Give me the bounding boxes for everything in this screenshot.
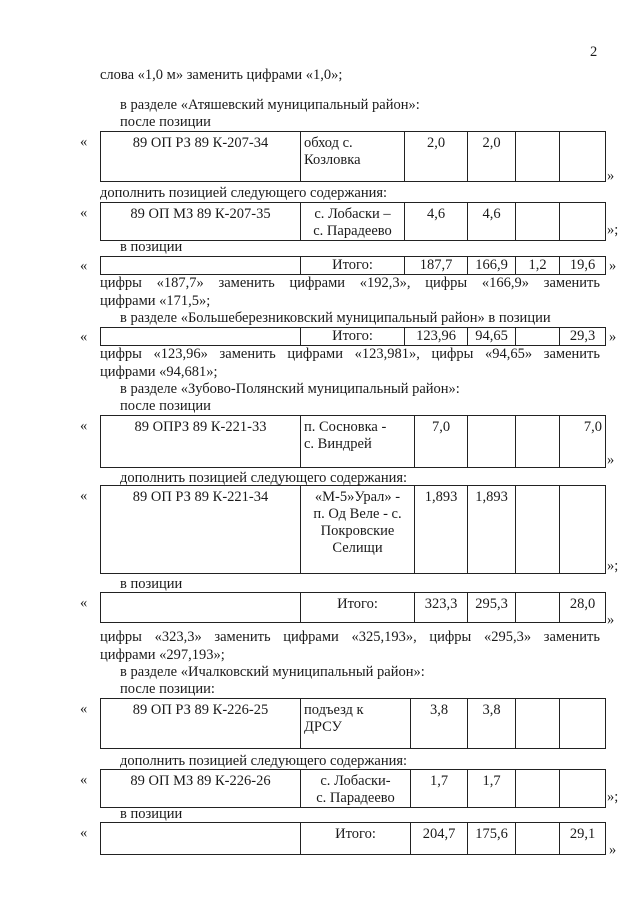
totals-table	[100, 327, 606, 346]
road-code: 89 ОПРЗ 89 К-221-33	[101, 416, 301, 468]
quote-close: »	[609, 842, 617, 858]
road-code: 89 ОП МЗ 89 К-207-35	[101, 203, 301, 241]
value-cell: 29,3	[560, 328, 606, 346]
value-cell: 204,7	[411, 823, 468, 855]
empty-cell	[101, 328, 301, 346]
text-line: дополнить позицией следующего содержания:	[120, 753, 408, 769]
value-cell	[516, 328, 560, 346]
position-table	[100, 698, 606, 749]
totals-table	[100, 822, 606, 855]
quote-open: «	[80, 701, 88, 717]
value-cell	[516, 203, 560, 241]
total-label: Итого:	[301, 593, 415, 623]
value-cell: 19,6	[560, 257, 606, 275]
value-cell	[560, 486, 606, 574]
value-cell: 7,0	[415, 416, 468, 468]
value-cell: 4,6	[405, 203, 468, 241]
section-heading: в разделе «Большеберезниковский муниципальный район» в позиции	[120, 310, 551, 326]
value-cell: 1,893	[415, 486, 468, 574]
value-cell: 1,2	[516, 257, 560, 275]
value-cell	[560, 203, 606, 241]
quote-close: »	[607, 168, 615, 184]
road-code: 89 ОП МЗ 89 К-226-26	[101, 770, 301, 808]
totals-table	[100, 592, 606, 623]
quote-close: »	[607, 612, 615, 628]
text-line: цифры «187,7» заменить цифрами «192,3», цифры «166,9» заменить	[100, 275, 600, 291]
position-table	[100, 485, 606, 574]
value-cell	[560, 132, 606, 182]
section-heading: в разделе «Ичалковский муниципальный район»:	[120, 664, 425, 680]
position-table	[100, 131, 606, 182]
value-cell: 2,0	[468, 132, 516, 182]
page-number: 2	[590, 44, 598, 60]
road-name: п. Сосновка - с. Виндрей	[301, 416, 415, 468]
value-cell	[468, 416, 516, 468]
text-line: цифры «123,96» заменить цифрами «123,981», цифры «94,65» заменить	[100, 346, 600, 362]
text-line: цифрами «297,193»;	[100, 647, 225, 663]
value-cell: 2,0	[405, 132, 468, 182]
value-cell: 187,7	[405, 257, 468, 275]
road-name: «М-5»Урал» - п. Од Веле - с. Покровские Селищи	[301, 486, 415, 574]
quote-close: »;	[607, 558, 619, 574]
road-code: 89 ОП РЗ 89 К-221-34	[101, 486, 301, 574]
empty-cell	[101, 593, 301, 623]
text-line: в позиции	[120, 806, 183, 822]
value-cell: 175,6	[468, 823, 516, 855]
total-label: Итого:	[301, 328, 405, 346]
text-line: в позиции	[120, 576, 183, 592]
value-cell: 4,6	[468, 203, 516, 241]
quote-close: »;	[607, 222, 619, 238]
empty-cell	[101, 257, 301, 275]
text-line: в позиции	[120, 239, 183, 255]
quote-open: «	[80, 134, 88, 150]
totals-table	[100, 256, 606, 275]
quote-open: «	[80, 205, 88, 221]
section-heading: в разделе «Атяшевский муниципальный район»:	[120, 97, 420, 113]
value-cell: 7,0	[560, 416, 606, 468]
quote-close: »	[607, 452, 615, 468]
text-line: дополнить позицией следующего содержания:	[120, 470, 408, 486]
text-line: после позиции	[120, 398, 211, 414]
road-code: 89 ОП РЗ 89 К-226-25	[101, 699, 301, 749]
text-line: после позиции:	[120, 681, 215, 697]
value-cell: 3,8	[468, 699, 516, 749]
value-cell: 29,1	[560, 823, 606, 855]
value-cell	[516, 593, 560, 623]
road-name: обход с. Козловка	[301, 132, 405, 182]
value-cell: 323,3	[415, 593, 468, 623]
text-line: дополнить позицией следующего содержания:	[100, 185, 388, 201]
total-label: Итого:	[301, 823, 411, 855]
value-cell: 94,65	[468, 328, 516, 346]
quote-open: «	[80, 418, 88, 434]
value-cell: 295,3	[468, 593, 516, 623]
road-name: подъезд к ДРСУ	[301, 699, 411, 749]
text-line: цифрами «94,681»;	[100, 364, 218, 380]
position-table	[100, 202, 606, 241]
road-name: с. Лобаски- с. Парадеево	[301, 770, 411, 808]
road-name: с. Лобаски – с. Парадеево	[301, 203, 405, 241]
value-cell: 123,96	[405, 328, 468, 346]
quote-close: »;	[607, 789, 619, 805]
quote-close: »	[609, 329, 617, 345]
text-line: цифрами «171,5»;	[100, 293, 211, 309]
value-cell	[560, 770, 606, 808]
position-table	[100, 415, 606, 468]
quote-open: «	[80, 825, 88, 841]
value-cell	[516, 132, 560, 182]
quote-open: «	[80, 329, 88, 345]
value-cell: 166,9	[468, 257, 516, 275]
position-table	[100, 769, 606, 808]
text-line: цифры «323,3» заменить цифрами «325,193», цифры «295,3» заменить	[100, 629, 600, 645]
quote-open: «	[80, 258, 88, 274]
value-cell	[516, 823, 560, 855]
text-line: после позиции	[120, 114, 211, 130]
value-cell: 28,0	[560, 593, 606, 623]
quote-open: «	[80, 772, 88, 788]
value-cell: 1,893	[468, 486, 516, 574]
road-code: 89 ОП РЗ 89 К-207-34	[101, 132, 301, 182]
section-heading: в разделе «Зубово-Полянский муниципальный район»:	[120, 381, 460, 397]
value-cell	[516, 770, 560, 808]
total-label: Итого:	[301, 257, 405, 275]
quote-open: «	[80, 488, 88, 504]
value-cell	[516, 699, 560, 749]
value-cell	[516, 416, 560, 468]
quote-open: «	[80, 595, 88, 611]
text-line: слова «1,0 м» заменить цифрами «1,0»;	[100, 67, 343, 83]
value-cell: 1,7	[468, 770, 516, 808]
empty-cell	[101, 823, 301, 855]
value-cell	[560, 699, 606, 749]
value-cell: 3,8	[411, 699, 468, 749]
value-cell: 1,7	[411, 770, 468, 808]
quote-close: »	[609, 258, 617, 274]
value-cell	[516, 486, 560, 574]
